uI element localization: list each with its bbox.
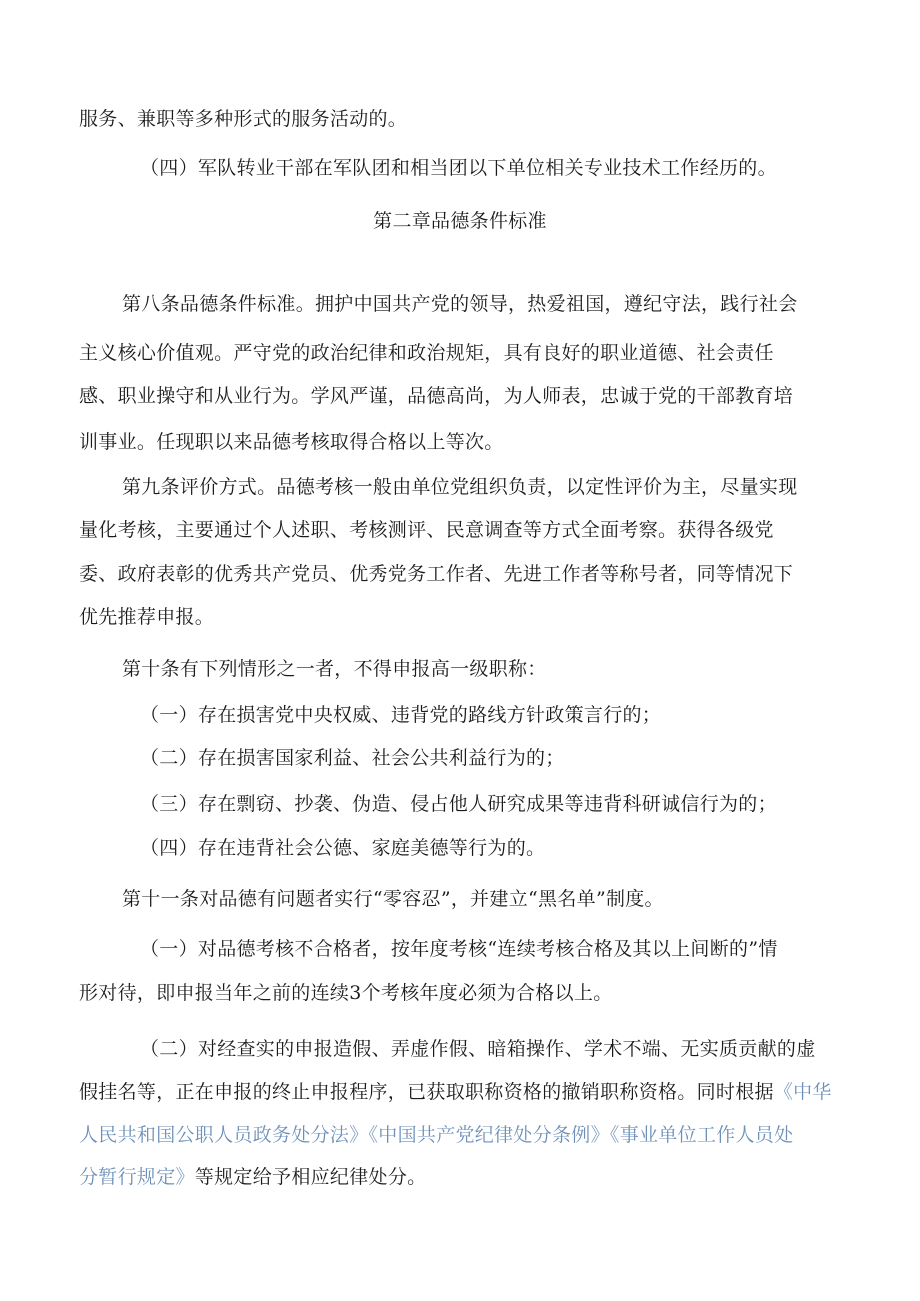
article-9-line: 第九条评价方式。品德考核一般由单位党组织负责，以定性评价为主，尽量实现 — [122, 476, 798, 498]
list-item: （二）对经查实的申报造假、弄虚作假、暗箱操作、学术不端、无实质贡献的虚 — [140, 1038, 816, 1060]
list-item: （一）存在损害党中央权威、违背党的路线方针政策言行的； — [140, 704, 662, 726]
list-item: （三）存在剽窃、抄袭、伪造、侵占他人研究成果等违背科研诚信行为的； — [140, 793, 777, 815]
article-8-line: 第八条品德条件标准。拥护中国共产党的领导，热爱祖国，遵纪守法，践行社会 — [122, 293, 798, 315]
article-8-line: 感、职业操守和从业行为。学风严谨，品德高尚，为人师表，忠诚于党的干部教育培 — [79, 385, 794, 407]
chapter-heading: 第二章品德条件标准 — [373, 210, 547, 232]
list-item: （四）存在违背社会公德、家庭美德等行为的。 — [140, 837, 546, 859]
article-11-line: 第十一条对品德有问题者实行“零容忍”，并建立“黑名单”制度。 — [122, 888, 664, 910]
law-reference-link[interactable]: 人民共和国公职人员政务处分法》《中国共产党纪律处分条例》《事业单位工作人员处 — [79, 1124, 794, 1146]
text-line: 服务、兼职等多种形式的服务活动的。 — [79, 108, 408, 130]
article-8-line: 主义核心价值观。严守党的政治纪律和政治规矩，具有良好的职业道德、社会责任 — [79, 342, 774, 364]
article-9-line: 优先推荐申报。 — [79, 606, 215, 628]
list-item-continuation — [79, 1164, 426, 1190]
text-line: （四）军队转业干部在军队团和相当团以下单位相关专业技术工作经历的。 — [140, 157, 777, 179]
list-item-continuation — [79, 1122, 793, 1148]
article-10-line: 第十条有下列情形之一者，不得申报高一级职称： — [122, 658, 547, 680]
list-item-continuation: 形对待，即申报当年之前的连续3个考核年度必须为合格以上。 — [79, 982, 613, 1004]
list-item-continuation — [79, 1079, 832, 1105]
list-item: （二）存在损害国家利益、社会公共利益行为的； — [140, 747, 565, 769]
text-segment: 等规定给予相应纪律处分。 — [194, 1166, 427, 1188]
article-9-line: 量化考核，主要通过个人述职、考核测评、民意调查等方式全面考察。获得各级党 — [79, 519, 774, 541]
law-reference-link[interactable]: 分暂行规定》 — [79, 1166, 195, 1188]
article-8-line: 训事业。任现职以来品德考核取得合格以上等次。 — [79, 431, 504, 453]
list-item: （一）对品德考核不合格者，按年度考核“连续考核合格及其以上间断的”情 — [140, 938, 778, 960]
article-9-line: 委、政府表彰的优秀共产党员、优秀党务工作者、先进工作者等称号者，同等情况下 — [79, 563, 794, 585]
law-reference-link[interactable]: 《中华 — [773, 1081, 832, 1103]
text-segment: 假挂名等，正在申报的终止申报程序，已获取职称资格的撤销职称资格。同时根据 — [79, 1081, 774, 1103]
